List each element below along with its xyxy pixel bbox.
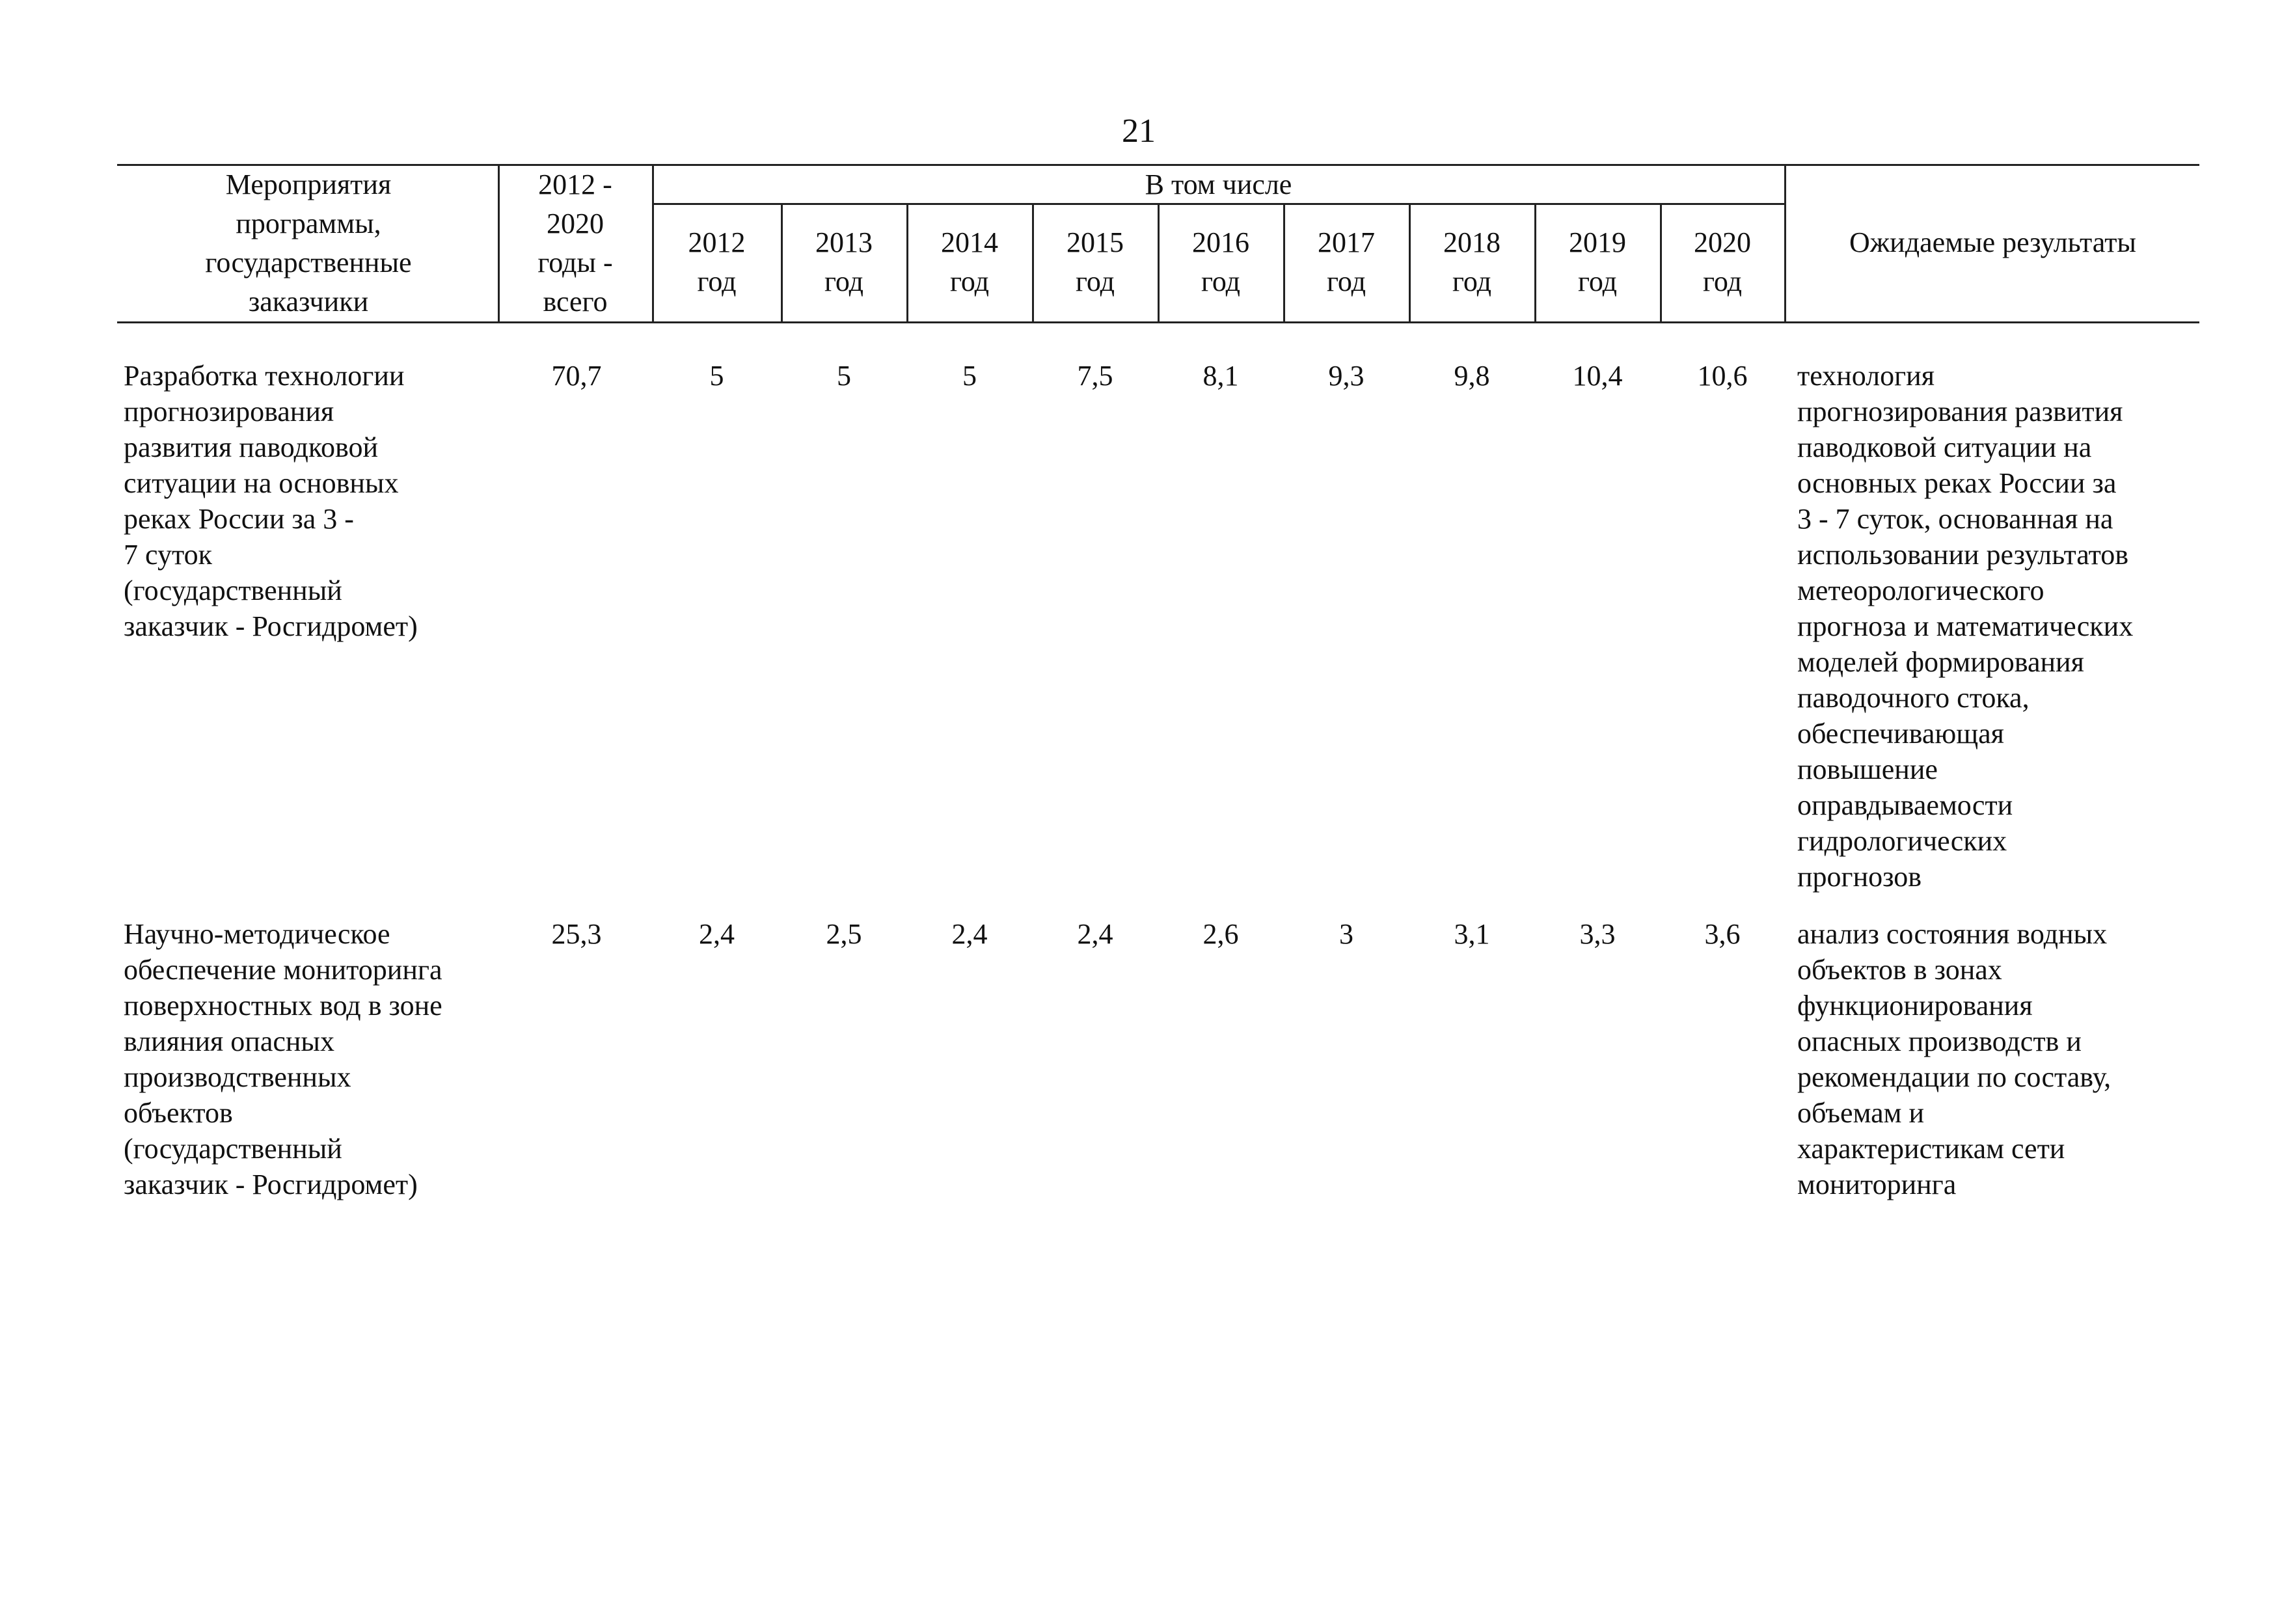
header-year-2017: 2017 год <box>1318 226 1375 297</box>
row-value-2014: 5 <box>962 360 977 392</box>
header-year-2013: 2013 год <box>815 226 873 297</box>
header-year-2018: 2018 год <box>1443 226 1501 297</box>
header-year-2012: 2012 год <box>688 226 746 297</box>
row-value-2013: 5 <box>837 360 851 392</box>
row-result: технология прогнозирования развития паводковой ситуации на основных реках России за 3 - 7 суток, основанная на использовании результатов метеорологического прогноза и математических моделей формирования паводочного стока, обеспечивающая повышение оправдываемости гидрологических прогнозов <box>1797 360 2134 893</box>
row-value-2018: 9,8 <box>1454 360 1490 392</box>
row-value-2020: 3,6 <box>1704 918 1741 950</box>
header-group-label: В том числе <box>1145 169 1292 200</box>
row-value-2014: 2,4 <box>951 918 988 950</box>
header-bottom-rule <box>117 321 2199 323</box>
row-value-2015: 7,5 <box>1077 360 1113 392</box>
row-value-2017: 9,3 <box>1328 360 1365 392</box>
header-year-2020: 2020 год <box>1694 226 1751 297</box>
header-total: 2012 - 2020 годы - всего <box>537 169 613 318</box>
header-year-2019: 2019 год <box>1569 226 1626 297</box>
row-value-2017: 3 <box>1339 918 1353 950</box>
page-number: 21 <box>1122 113 1156 150</box>
header-year-2016: 2016 год <box>1192 226 1249 297</box>
row-total: 70,7 <box>551 360 602 392</box>
row-value-2020: 10,6 <box>1697 360 1748 392</box>
row-value-2018: 3,1 <box>1454 918 1490 950</box>
row-total: 25,3 <box>551 918 602 950</box>
row-value-2019: 10,4 <box>1572 360 1623 392</box>
header-year-2015: 2015 год <box>1066 226 1124 297</box>
row-activity: Разработка технологии прогнозирования развития паводковой ситуации на основных реках России за 3 - 7 суток (государственный заказчик - Росгидромет) <box>124 360 418 642</box>
row-value-2016: 2,6 <box>1202 918 1239 950</box>
row-value-2012: 2,4 <box>699 918 735 950</box>
row-result: анализ состояния водных объектов в зонах функционирования опасных производств и рекомендации по составу, объемам и характеристикам сети мониторинга <box>1797 918 2112 1200</box>
row-value-2012: 5 <box>709 360 724 392</box>
row-value-2019: 3,3 <box>1579 918 1616 950</box>
header-year-2014: 2014 год <box>941 226 998 297</box>
row-value-2013: 2,5 <box>826 918 862 950</box>
row-value-2016: 8,1 <box>1202 360 1239 392</box>
header-results: Ожидаемые результаты <box>1849 226 2136 258</box>
header-activity: Мероприятия программы, государственные заказчики <box>205 169 412 318</box>
row-value-2015: 2,4 <box>1077 918 1113 950</box>
row-activity: Научно-методическое обеспечение мониторинга поверхностных вод в зоне влияния опасных производственных объектов (государственный заказчик - Росгидромет) <box>124 918 442 1200</box>
